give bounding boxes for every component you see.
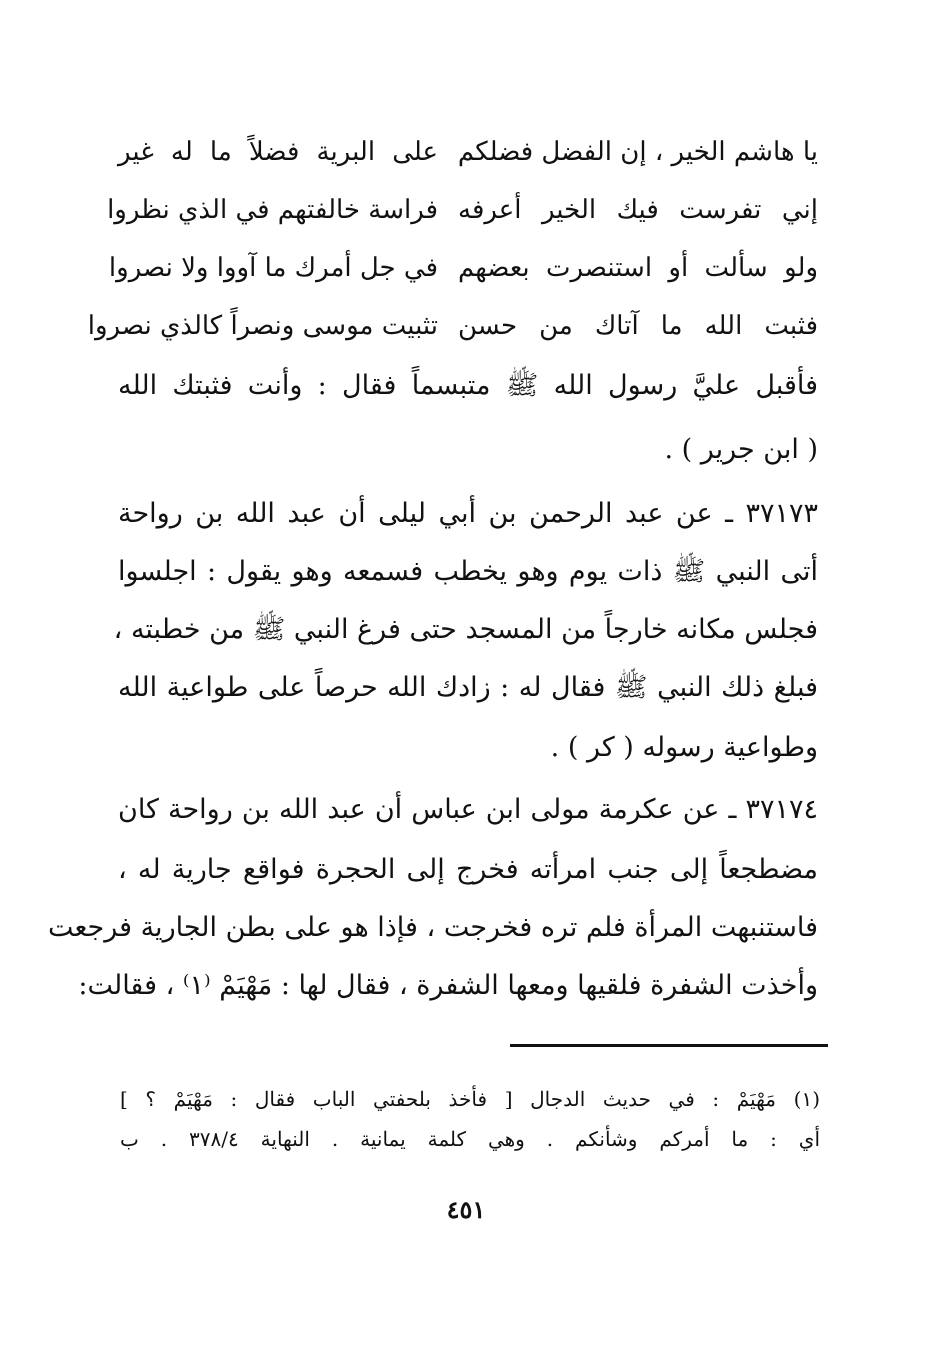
verse-second-hemistich: تثبيت موسى ونصراً كالذي نصروا (87, 311, 438, 341)
verse-first-hemistich: فثبت الله ما آتاك من حسن (458, 311, 818, 341)
verse-first-hemistich: ولو سألت أو استنصرت بعضهم (458, 253, 818, 283)
page-number: ٤٥١ (446, 1195, 486, 1224)
verse-second-hemistich: فراسة خالفتهم في الذي نظروا (107, 195, 438, 225)
footnote-line: أي : ما أمركم وشأنكم . وهي كلمة يمانية . النهاية ٣٧٨/٤ . ب (120, 1127, 821, 1151)
verse-second-hemistich: في جل أمرك ما آووا ولا نصروا (108, 253, 438, 283)
body-line: فأقبل عليَّ رسول الله ﷺ متبسماً فقال : وأنت فثبتك الله (118, 370, 818, 401)
body-line: فبلغ ذلك النبي ﷺ فقال له : زادك الله حرصاً على طواعية الله (118, 672, 818, 703)
verse-first-hemistich: إني تفرست فيك الخير أعرفه (458, 195, 818, 225)
body-line: فاستنبهت المرأة فلم تره فخرجت ، فإذا هو على بطن الجارية فرجعت (47, 912, 818, 943)
body-line: وطواعية رسوله ( كر ) . (550, 732, 818, 763)
verse-second-hemistich: على البرية فضلاً ما له غير (118, 137, 438, 167)
body-text (47, 0, 818, 1001)
hadith-37174-line: ٣٧١٧٤ ـ عن عكرمة مولى ابن عباس أن عبد الله بن رواحة كان (118, 794, 818, 825)
body-line: فجلس مكانه خارجاً من المسجد حتى فرغ النبي ﷺ من خطبته ، (113, 614, 818, 645)
body-line: أتى النبي ﷺ ذات يوم وهو يخطب فسمعه وهو يقول : اجلسوا (118, 556, 818, 587)
footnote-line: (١) مَهْيَمْ : في حديث الدجال [ فأخذ بلحفتي الباب فقال : مَهْيَمْ ؟ ] (120, 1087, 820, 1111)
verse-first-hemistich: يا هاشم الخير ، إن الفضل فضلكم (457, 137, 818, 167)
body-line: ( ابن جرير ) . (664, 434, 818, 465)
hadith-37173-line: ٣٧١٧٣ ـ عن عبد الرحمن بن أبي ليلى أن عبد الله بن رواحة (118, 498, 818, 529)
body-line: وأخذت الشفرة فلقيها ومعها الشفرة ، فقال لها : مَهْيَمْ ⁽١⁾ ، فقالت: (78, 970, 818, 1001)
body-line: مضطجعاً إلى جنب امرأته فخرج إلى الحجرة فواقع جارية له ، (118, 854, 818, 885)
footnote-separator (510, 1044, 828, 1047)
